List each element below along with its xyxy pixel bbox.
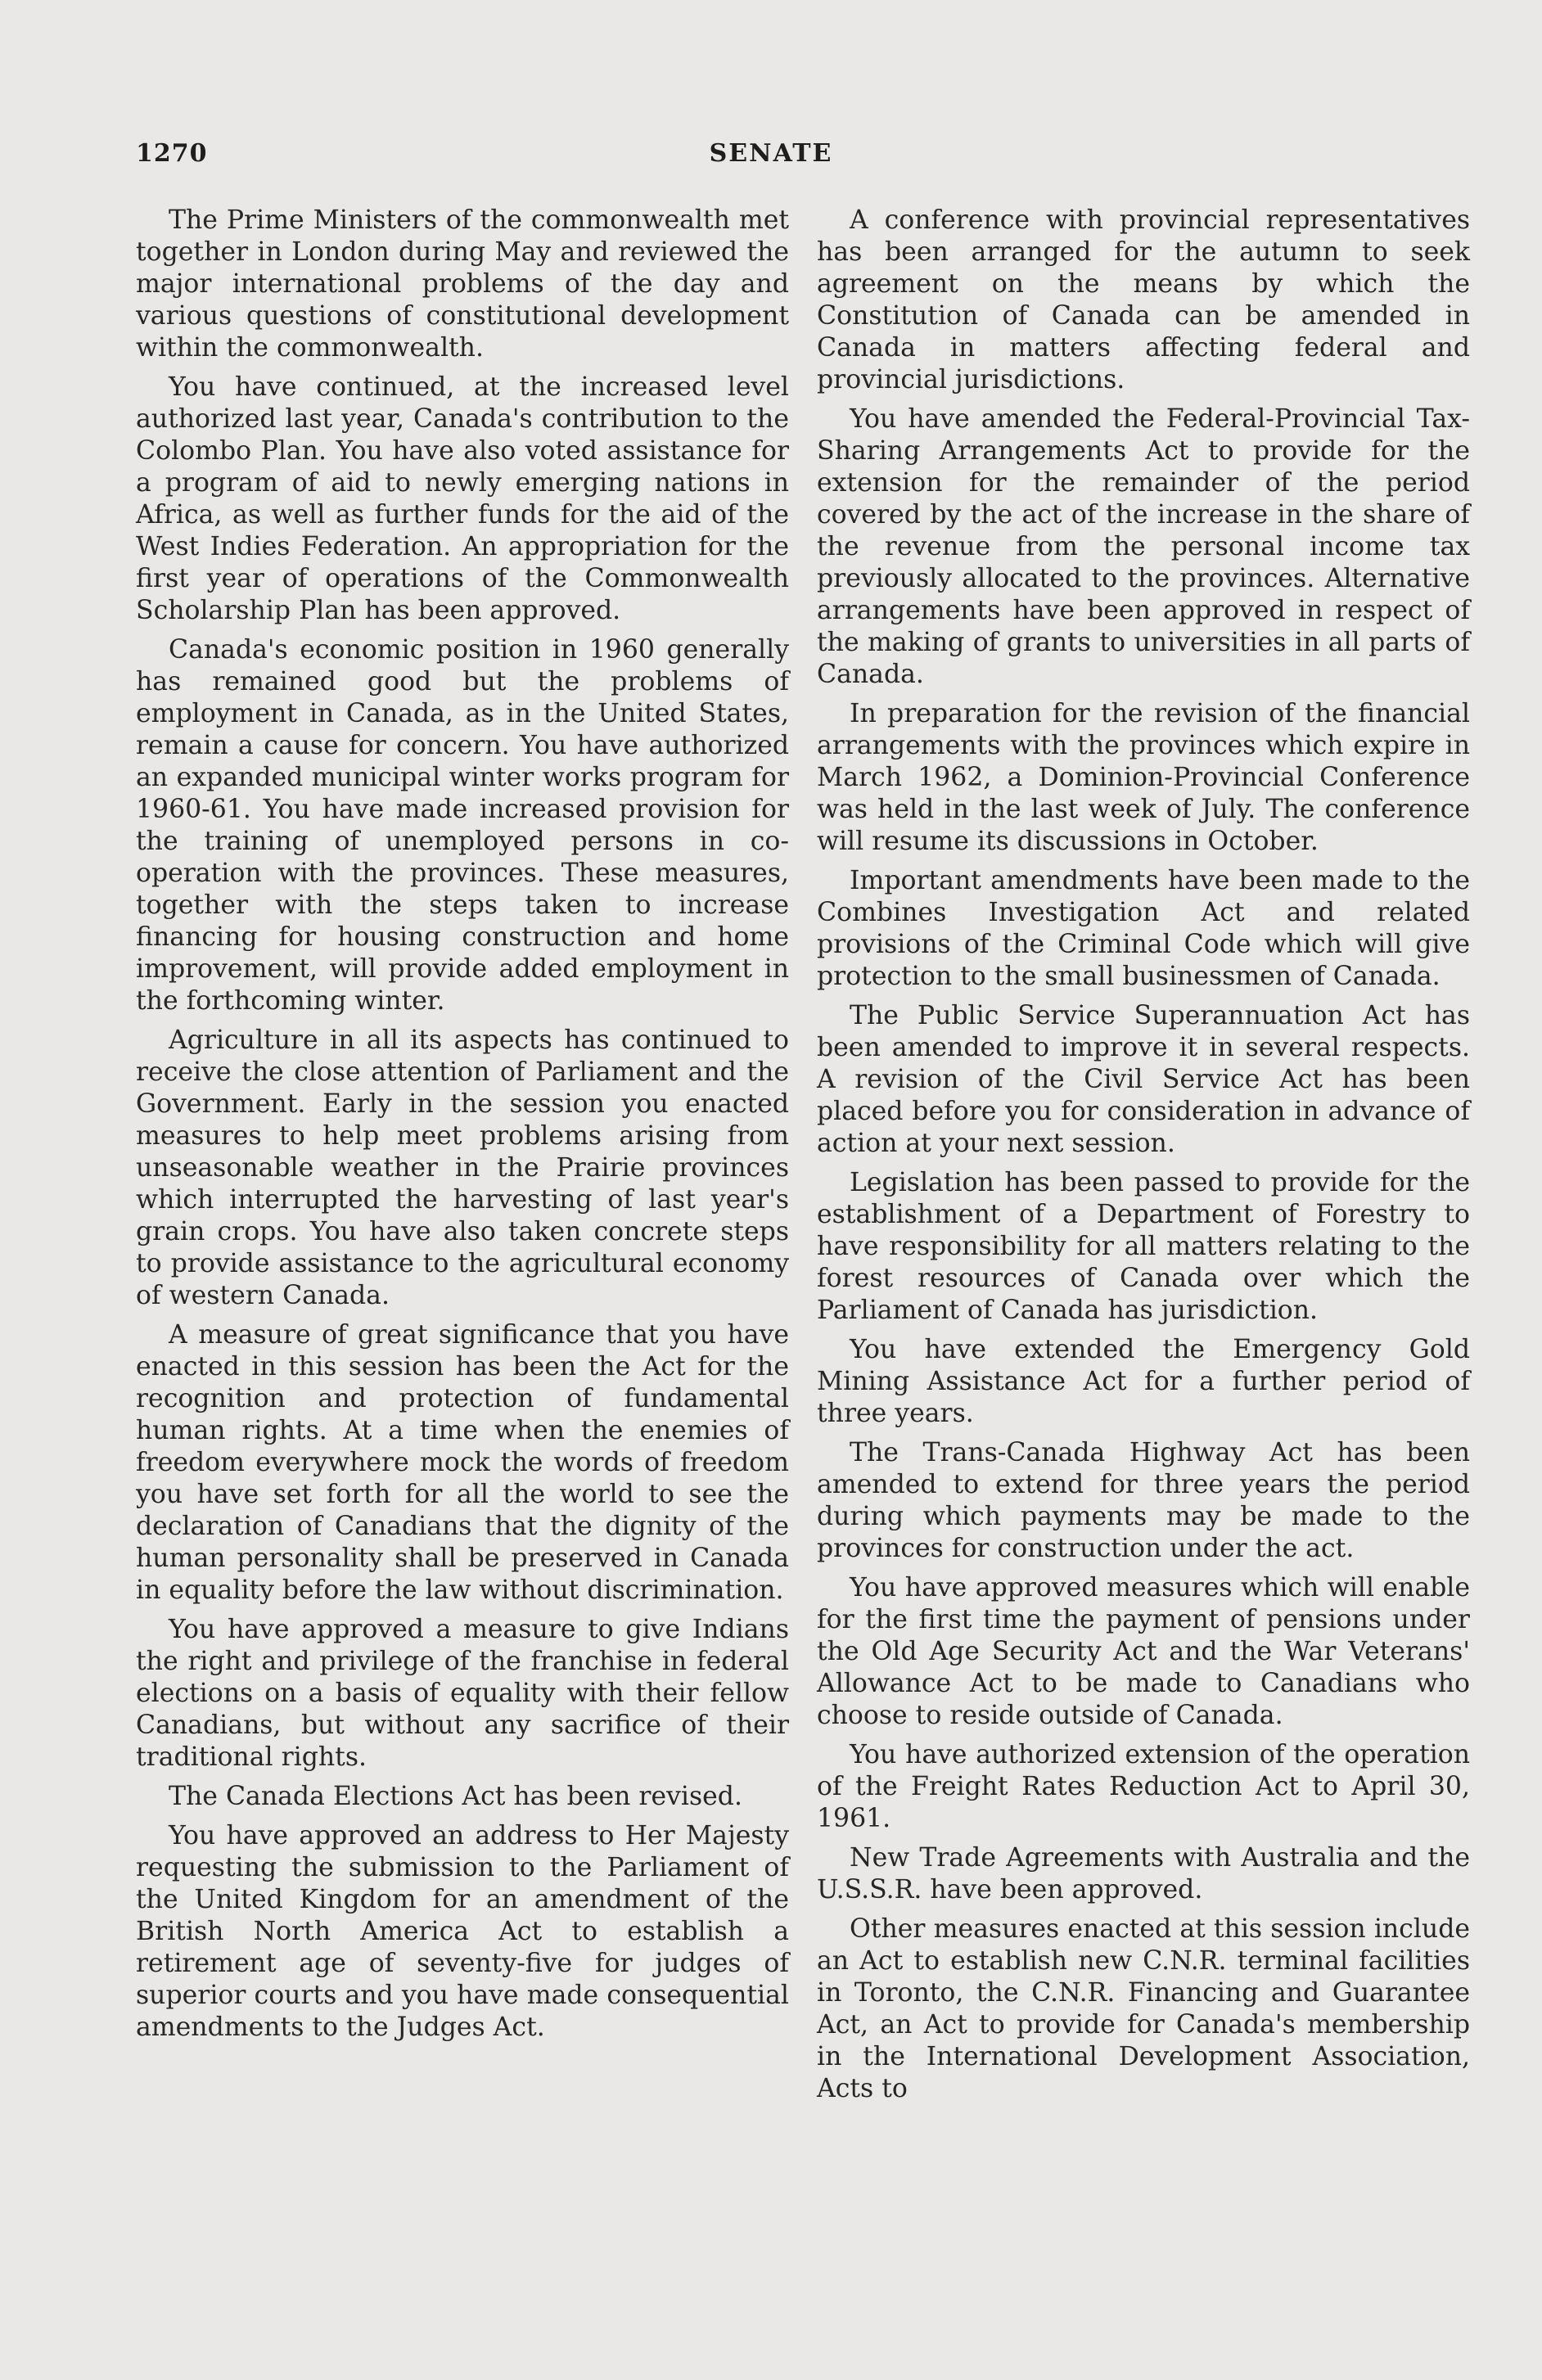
paragraph: The Public Service Superannuation Act has been amended to improve it in several respects. A revision of the Civil Service Act has been placed before you for consideration in advance of action at your next session.	[817, 1001, 1470, 1158]
running-head: SENATE	[709, 139, 833, 168]
paragraph: The Trans-Canada Highway Act has been amended to extend for three years the period during which payments may be made to the provinces for construction under the act.	[817, 1438, 1470, 1563]
paragraph: You have approved measures which will enable for the first time the payment of pensions under the Old Age Security Act and the War Veterans' Allowance Act to be made to Canadians who choose to reside outside of Canada.	[817, 1573, 1470, 1730]
paragraph: New Trade Agreements with Australia and the U.S.S.R. have been approved.	[817, 1843, 1470, 1904]
paragraph: In preparation for the revision of the financial arrangements with the provinces which expire in March 1962, a Dominion-Provincial Conference was held in the last week of July. The conference will resume its discussions in October.	[817, 699, 1470, 856]
left-column	[136, 205, 789, 2051]
paragraph: Important amendments have been made to the Combines Investigation Act and related provisions of the Criminal Code which will give protection to the small businessmen of Canada.	[817, 866, 1470, 991]
paragraph: You have approved a measure to give Indians the right and privilege of the franchise in federal elections on a basis of equality with their fellow Canadians, but without any sacrifice of their traditional rights.	[136, 1615, 789, 1772]
paragraph: Agriculture in all its aspects has continued to receive the close attention of Parliament and the Government. Early in the session you enacted measures to help meet problems arising from unseasonable weather in the Prairie provinces which interrupted the harvesting of last year's grain crops. You have also taken concrete steps to provide assistance to the agricultural economy of western Canada.	[136, 1025, 789, 1310]
paragraph: Canada's economic position in 1960 generally has remained good but the problems of employment in Canada, as in the United States, remain a cause for concern. You have authorized an expanded municipal winter works program for 1960-61. You have made increased provision for the training of unemployed persons in co-operation with the provinces. These measures, together with the steps taken to increase financing for housing construction and home improvement, will provide added employment in the forthcoming winter.	[136, 635, 789, 1016]
paragraph: The Prime Ministers of the commonwealth met together in London during May and reviewed the major international problems of the day and various questions of constitutional development within the commonwealth.	[136, 205, 789, 363]
paragraph: You have extended the Emergency Gold Mining Assistance Act for a further period of three years.	[817, 1335, 1470, 1428]
paragraph: You have approved an address to Her Majesty requesting the submission to the Parliament of the United Kingdom for an amendment of the British North America Act to establish a retirement age of seventy-five for judges of superior courts and you have made consequential amendments to the Judges Act.	[136, 1821, 789, 2042]
paragraph: You have amended the Federal-Provincial Tax-Sharing Arrangements Act to provide for the extension for the remainder of the period covered by the act of the increase in the share of the revenue from the personal income tax previously allocated to the provinces. Alternative arrangements have been approved in respect of the making of grants to universities in all parts of Canada.	[817, 404, 1470, 689]
page-number: 1270	[136, 139, 208, 168]
paragraph: You have authorized extension of the operation of the Freight Rates Reduction Act to April 30, 1961.	[817, 1740, 1470, 1833]
paragraph: A conference with provincial representatives has been arranged for the autumn to seek agreement on the means by which the Constitution of Canada can be amended in Canada in matters affecting federal and provincial jurisdictions.	[817, 205, 1470, 394]
paragraph: A measure of great significance that you have enacted in this session has been the Act for the recognition and protection of fundamental human rights. At a time when the enemies of freedom everywhere mock the words of freedom you have set forth for all the world to see the declaration of Canadians that the dignity of the human personality shall be preserved in Canada in equality before the law without discrimination.	[136, 1320, 789, 1605]
paragraph: The Canada Elections Act has been revised.	[169, 1782, 742, 1811]
paragraph: Legislation has been passed to provide for the establishment of a Department of Forestry to have responsibility for all matters relating to the forest resources of Canada over which the Parliament of Canada has jurisdiction.	[817, 1168, 1470, 1325]
paragraph: Other measures enacted at this session include an Act to establish new C.N.R. terminal facilities in Toronto, the C.N.R. Financing and Guarantee Act, an Act to provide for Canada's membership in the International Development Association, Acts to	[817, 1914, 1470, 2103]
right-column	[817, 205, 1470, 2112]
paragraph: You have continued, at the increased level authorized last year, Canada's contribution to the Colombo Plan. You have also voted assistance for a program of aid to newly emerging nations in Africa, as well as further funds for the aid of the West Indies Federation. An appropriation for the first year of operations of the Commonwealth Scholarship Plan has been approved.	[136, 372, 789, 625]
